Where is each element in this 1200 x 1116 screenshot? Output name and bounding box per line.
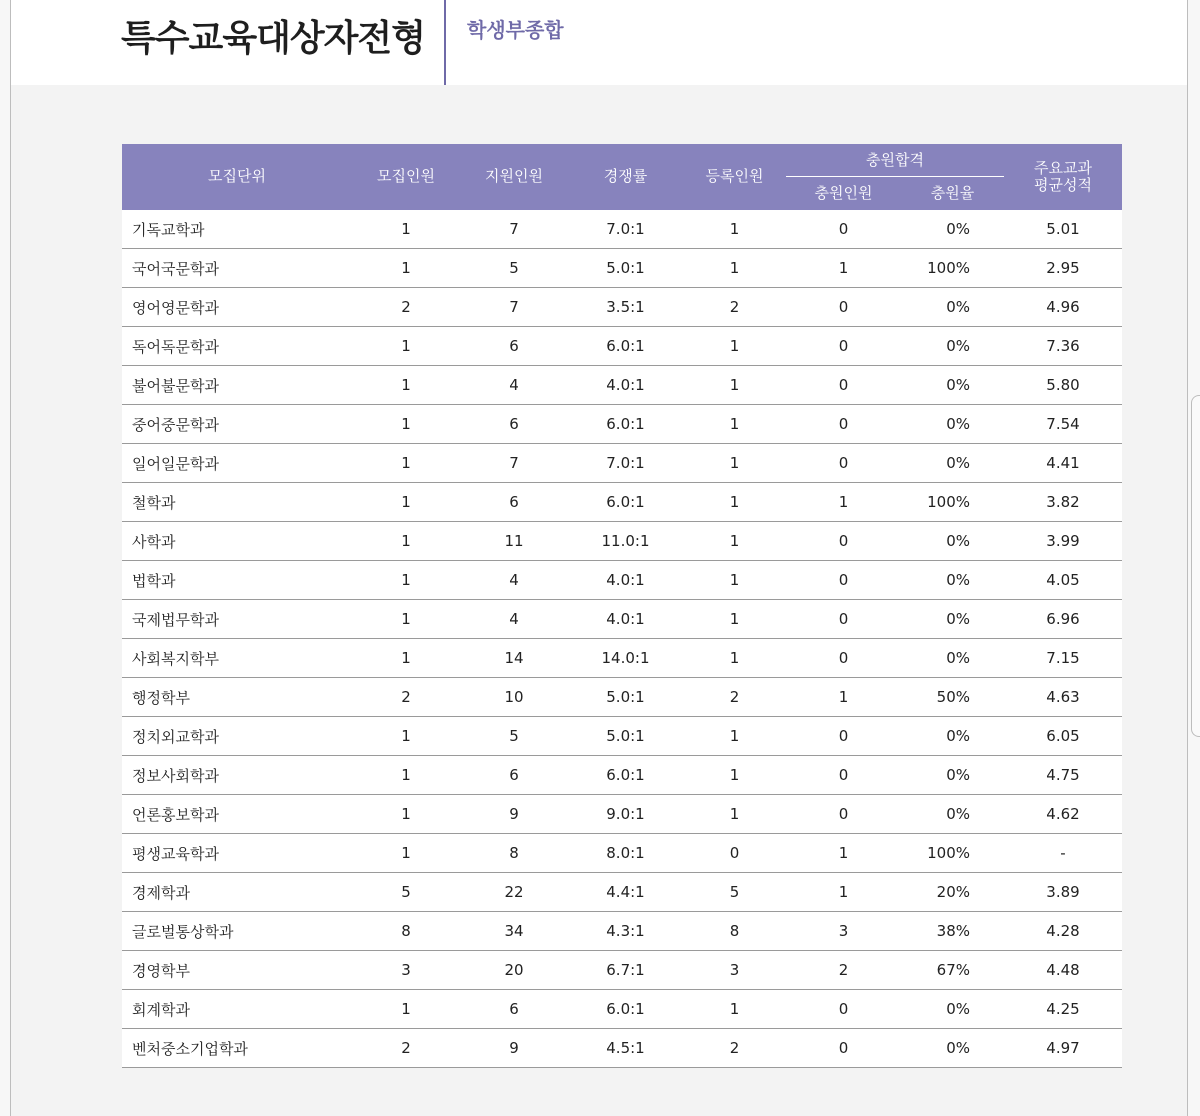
cell-unit: 행정학부 [122,678,352,717]
cell-registered: 2 [683,678,786,717]
cell-ratio: 4.5:1 [568,1029,683,1068]
cell-grade: 7.54 [1004,405,1122,444]
cell-registered: 1 [683,366,786,405]
cell-applicants: 5 [460,249,568,288]
cell-registered: 3 [683,951,786,990]
cell-grade: 4.96 [1004,288,1122,327]
cell-additional-count: 0 [786,288,901,327]
cell-unit: 평생교육학과 [122,834,352,873]
cell-ratio: 6.0:1 [568,327,683,366]
cell-applicants: 34 [460,912,568,951]
table-row [122,405,1122,444]
cell-additional-rate: 100% [901,249,1004,288]
cell-quota: 2 [352,678,460,717]
cell-quota: 1 [352,210,460,249]
cell-additional-rate: 0% [901,1029,1004,1068]
cell-additional-count: 1 [786,678,901,717]
cell-unit: 중어중문학과 [122,405,352,444]
cell-ratio: 14.0:1 [568,639,683,678]
cell-additional-count: 0 [786,366,901,405]
col-header-ratio: 경쟁률 [568,144,683,210]
cell-ratio: 5.0:1 [568,249,683,288]
col-header-grade-line2: 평균성적 [1034,176,1092,194]
cell-quota: 1 [352,444,460,483]
cell-additional-count: 0 [786,444,901,483]
cell-applicants: 6 [460,405,568,444]
cell-additional-count: 0 [786,1029,901,1068]
cell-ratio: 4.0:1 [568,561,683,600]
cell-additional-count: 0 [786,639,901,678]
table-row [122,756,1122,795]
table-row [122,639,1122,678]
cell-applicants: 4 [460,366,568,405]
cell-quota: 1 [352,834,460,873]
table-row [122,678,1122,717]
cell-unit: 벤처중소기업학과 [122,1029,352,1068]
cell-quota: 1 [352,405,460,444]
table-row [122,249,1122,288]
cell-quota: 2 [352,288,460,327]
cell-quota: 1 [352,366,460,405]
col-header-additional-group: 충원합격 [786,144,1004,177]
cell-additional-rate: 0% [901,405,1004,444]
cell-quota: 1 [352,600,460,639]
cell-unit: 기독교학과 [122,210,352,249]
col-header-unit: 모집단위 [122,144,352,210]
cell-quota: 5 [352,873,460,912]
cell-ratio: 8.0:1 [568,834,683,873]
cell-additional-count: 1 [786,249,901,288]
cell-grade: 7.36 [1004,327,1122,366]
cell-applicants: 6 [460,327,568,366]
cell-additional-rate: 0% [901,327,1004,366]
cell-additional-count: 0 [786,600,901,639]
cell-applicants: 20 [460,951,568,990]
cell-unit: 사학과 [122,522,352,561]
cell-additional-rate: 0% [901,561,1004,600]
cell-applicants: 6 [460,483,568,522]
table-row [122,951,1122,990]
cell-unit: 경영학부 [122,951,352,990]
cell-quota: 3 [352,951,460,990]
cell-registered: 8 [683,912,786,951]
cell-additional-rate: 0% [901,366,1004,405]
cell-additional-rate: 0% [901,288,1004,327]
cell-ratio: 5.0:1 [568,717,683,756]
table-row [122,288,1122,327]
cell-registered: 1 [683,249,786,288]
cell-registered: 1 [683,210,786,249]
cell-additional-count: 0 [786,756,901,795]
left-window-edge [0,0,11,1116]
cell-additional-count: 0 [786,990,901,1029]
cell-unit: 회계학과 [122,990,352,1029]
table-row [122,327,1122,366]
cell-applicants: 22 [460,873,568,912]
cell-unit: 국제법무학과 [122,600,352,639]
cell-quota: 1 [352,249,460,288]
cell-registered: 1 [683,522,786,561]
admission-results-table [122,144,1122,1068]
side-panel-handle[interactable] [1191,395,1200,737]
cell-unit: 정치외교학과 [122,717,352,756]
cell-registered: 1 [683,990,786,1029]
cell-additional-count: 0 [786,327,901,366]
cell-grade: 4.25 [1004,990,1122,1029]
col-header-additional-count: 충원인원 [786,177,901,210]
table-row [122,873,1122,912]
cell-registered: 1 [683,444,786,483]
cell-ratio: 4.4:1 [568,873,683,912]
table-row [122,795,1122,834]
cell-grade: 7.15 [1004,639,1122,678]
cell-grade: 6.96 [1004,600,1122,639]
cell-grade: 6.05 [1004,717,1122,756]
cell-additional-rate: 100% [901,834,1004,873]
cell-ratio: 11.0:1 [568,522,683,561]
cell-grade: 3.89 [1004,873,1122,912]
cell-grade: 5.01 [1004,210,1122,249]
cell-ratio: 6.0:1 [568,483,683,522]
table-row [122,210,1122,249]
cell-applicants: 5 [460,717,568,756]
cell-registered: 1 [683,600,786,639]
col-header-grade-line1: 주요교과 [1034,158,1092,177]
cell-additional-rate: 0% [901,717,1004,756]
cell-grade: 4.48 [1004,951,1122,990]
cell-applicants: 6 [460,756,568,795]
cell-unit: 정보사회학과 [122,756,352,795]
cell-additional-count: 0 [786,717,901,756]
cell-additional-rate: 0% [901,795,1004,834]
page-title: 특수교육대상자전형 [121,18,425,59]
cell-ratio: 6.0:1 [568,405,683,444]
cell-grade: 3.82 [1004,483,1122,522]
cell-ratio: 6.7:1 [568,951,683,990]
cell-ratio: 9.0:1 [568,795,683,834]
cell-additional-count: 0 [786,561,901,600]
cell-additional-rate: 0% [901,444,1004,483]
cell-ratio: 4.3:1 [568,912,683,951]
table-row [122,561,1122,600]
cell-registered: 5 [683,873,786,912]
cell-applicants: 9 [460,795,568,834]
cell-registered: 1 [683,327,786,366]
cell-applicants: 4 [460,561,568,600]
cell-registered: 0 [683,834,786,873]
cell-additional-rate: 0% [901,639,1004,678]
cell-additional-rate: 67% [901,951,1004,990]
cell-unit: 불어불문학과 [122,366,352,405]
cell-registered: 2 [683,288,786,327]
col-header-grade [1004,144,1122,210]
cell-quota: 1 [352,795,460,834]
cell-grade: 4.63 [1004,678,1122,717]
cell-grade: 4.75 [1004,756,1122,795]
cell-registered: 1 [683,483,786,522]
cell-additional-rate: 0% [901,600,1004,639]
cell-additional-rate: 20% [901,873,1004,912]
cell-registered: 1 [683,561,786,600]
table-header [122,144,1122,210]
cell-applicants: 7 [460,444,568,483]
cell-grade: 4.41 [1004,444,1122,483]
table-row [122,444,1122,483]
cell-quota: 2 [352,1029,460,1068]
table-row [122,1029,1122,1068]
cell-quota: 1 [352,756,460,795]
cell-unit: 독어독문학과 [122,327,352,366]
cell-grade: - [1004,834,1122,873]
table-row [122,366,1122,405]
cell-ratio: 4.0:1 [568,600,683,639]
cell-ratio: 6.0:1 [568,990,683,1029]
col-header-quota: 모집인원 [352,144,460,210]
cell-applicants: 7 [460,288,568,327]
cell-registered: 2 [683,1029,786,1068]
cell-additional-rate: 0% [901,522,1004,561]
cell-applicants: 4 [460,600,568,639]
cell-additional-rate: 0% [901,210,1004,249]
cell-registered: 1 [683,756,786,795]
col-header-registered: 등록인원 [683,144,786,210]
cell-ratio: 4.0:1 [568,366,683,405]
cell-additional-count: 1 [786,873,901,912]
cell-additional-rate: 0% [901,756,1004,795]
cell-registered: 1 [683,717,786,756]
cell-additional-rate: 38% [901,912,1004,951]
cell-ratio: 7.0:1 [568,444,683,483]
cell-grade: 3.99 [1004,522,1122,561]
cell-quota: 1 [352,717,460,756]
cell-ratio: 5.0:1 [568,678,683,717]
cell-additional-count: 0 [786,405,901,444]
table-row [122,717,1122,756]
cell-grade: 4.97 [1004,1029,1122,1068]
cell-unit: 철학과 [122,483,352,522]
cell-grade: 2.95 [1004,249,1122,288]
cell-quota: 1 [352,990,460,1029]
cell-applicants: 10 [460,678,568,717]
cell-quota: 1 [352,327,460,366]
cell-quota: 1 [352,639,460,678]
table-body [122,210,1122,1068]
cell-additional-rate: 0% [901,990,1004,1029]
cell-applicants: 14 [460,639,568,678]
cell-unit: 일어일문학과 [122,444,352,483]
cell-unit: 글로벌통상학과 [122,912,352,951]
cell-quota: 1 [352,561,460,600]
cell-unit: 영어영문학과 [122,288,352,327]
cell-registered: 1 [683,795,786,834]
admission-type-label: 학생부종합 [467,18,564,42]
cell-applicants: 6 [460,990,568,1029]
cell-ratio: 3.5:1 [568,288,683,327]
table-row [122,483,1122,522]
cell-additional-rate: 100% [901,483,1004,522]
table-row [122,522,1122,561]
cell-additional-count: 0 [786,210,901,249]
cell-unit: 언론홍보학과 [122,795,352,834]
cell-quota: 1 [352,522,460,561]
cell-additional-count: 1 [786,834,901,873]
table-row [122,990,1122,1029]
cell-applicants: 8 [460,834,568,873]
cell-grade: 4.28 [1004,912,1122,951]
cell-grade: 4.62 [1004,795,1122,834]
cell-applicants: 7 [460,210,568,249]
cell-applicants: 11 [460,522,568,561]
cell-quota: 8 [352,912,460,951]
cell-additional-count: 2 [786,951,901,990]
cell-quota: 1 [352,483,460,522]
cell-additional-count: 0 [786,522,901,561]
cell-registered: 1 [683,639,786,678]
table-row [122,912,1122,951]
cell-additional-count: 1 [786,483,901,522]
cell-additional-count: 0 [786,795,901,834]
cell-unit: 경제학과 [122,873,352,912]
cell-additional-count: 3 [786,912,901,951]
table-row [122,600,1122,639]
cell-additional-rate: 50% [901,678,1004,717]
cell-unit: 국어국문학과 [122,249,352,288]
table-row [122,834,1122,873]
title-divider [444,0,446,85]
cell-unit: 법학과 [122,561,352,600]
col-header-additional-rate: 충원율 [901,177,1004,210]
cell-registered: 1 [683,405,786,444]
cell-grade: 4.05 [1004,561,1122,600]
cell-applicants: 9 [460,1029,568,1068]
cell-ratio: 6.0:1 [568,756,683,795]
cell-unit: 사회복지학부 [122,639,352,678]
cell-ratio: 7.0:1 [568,210,683,249]
page-header [11,0,1187,85]
col-header-applicants: 지원인원 [460,144,568,210]
cell-grade: 5.80 [1004,366,1122,405]
